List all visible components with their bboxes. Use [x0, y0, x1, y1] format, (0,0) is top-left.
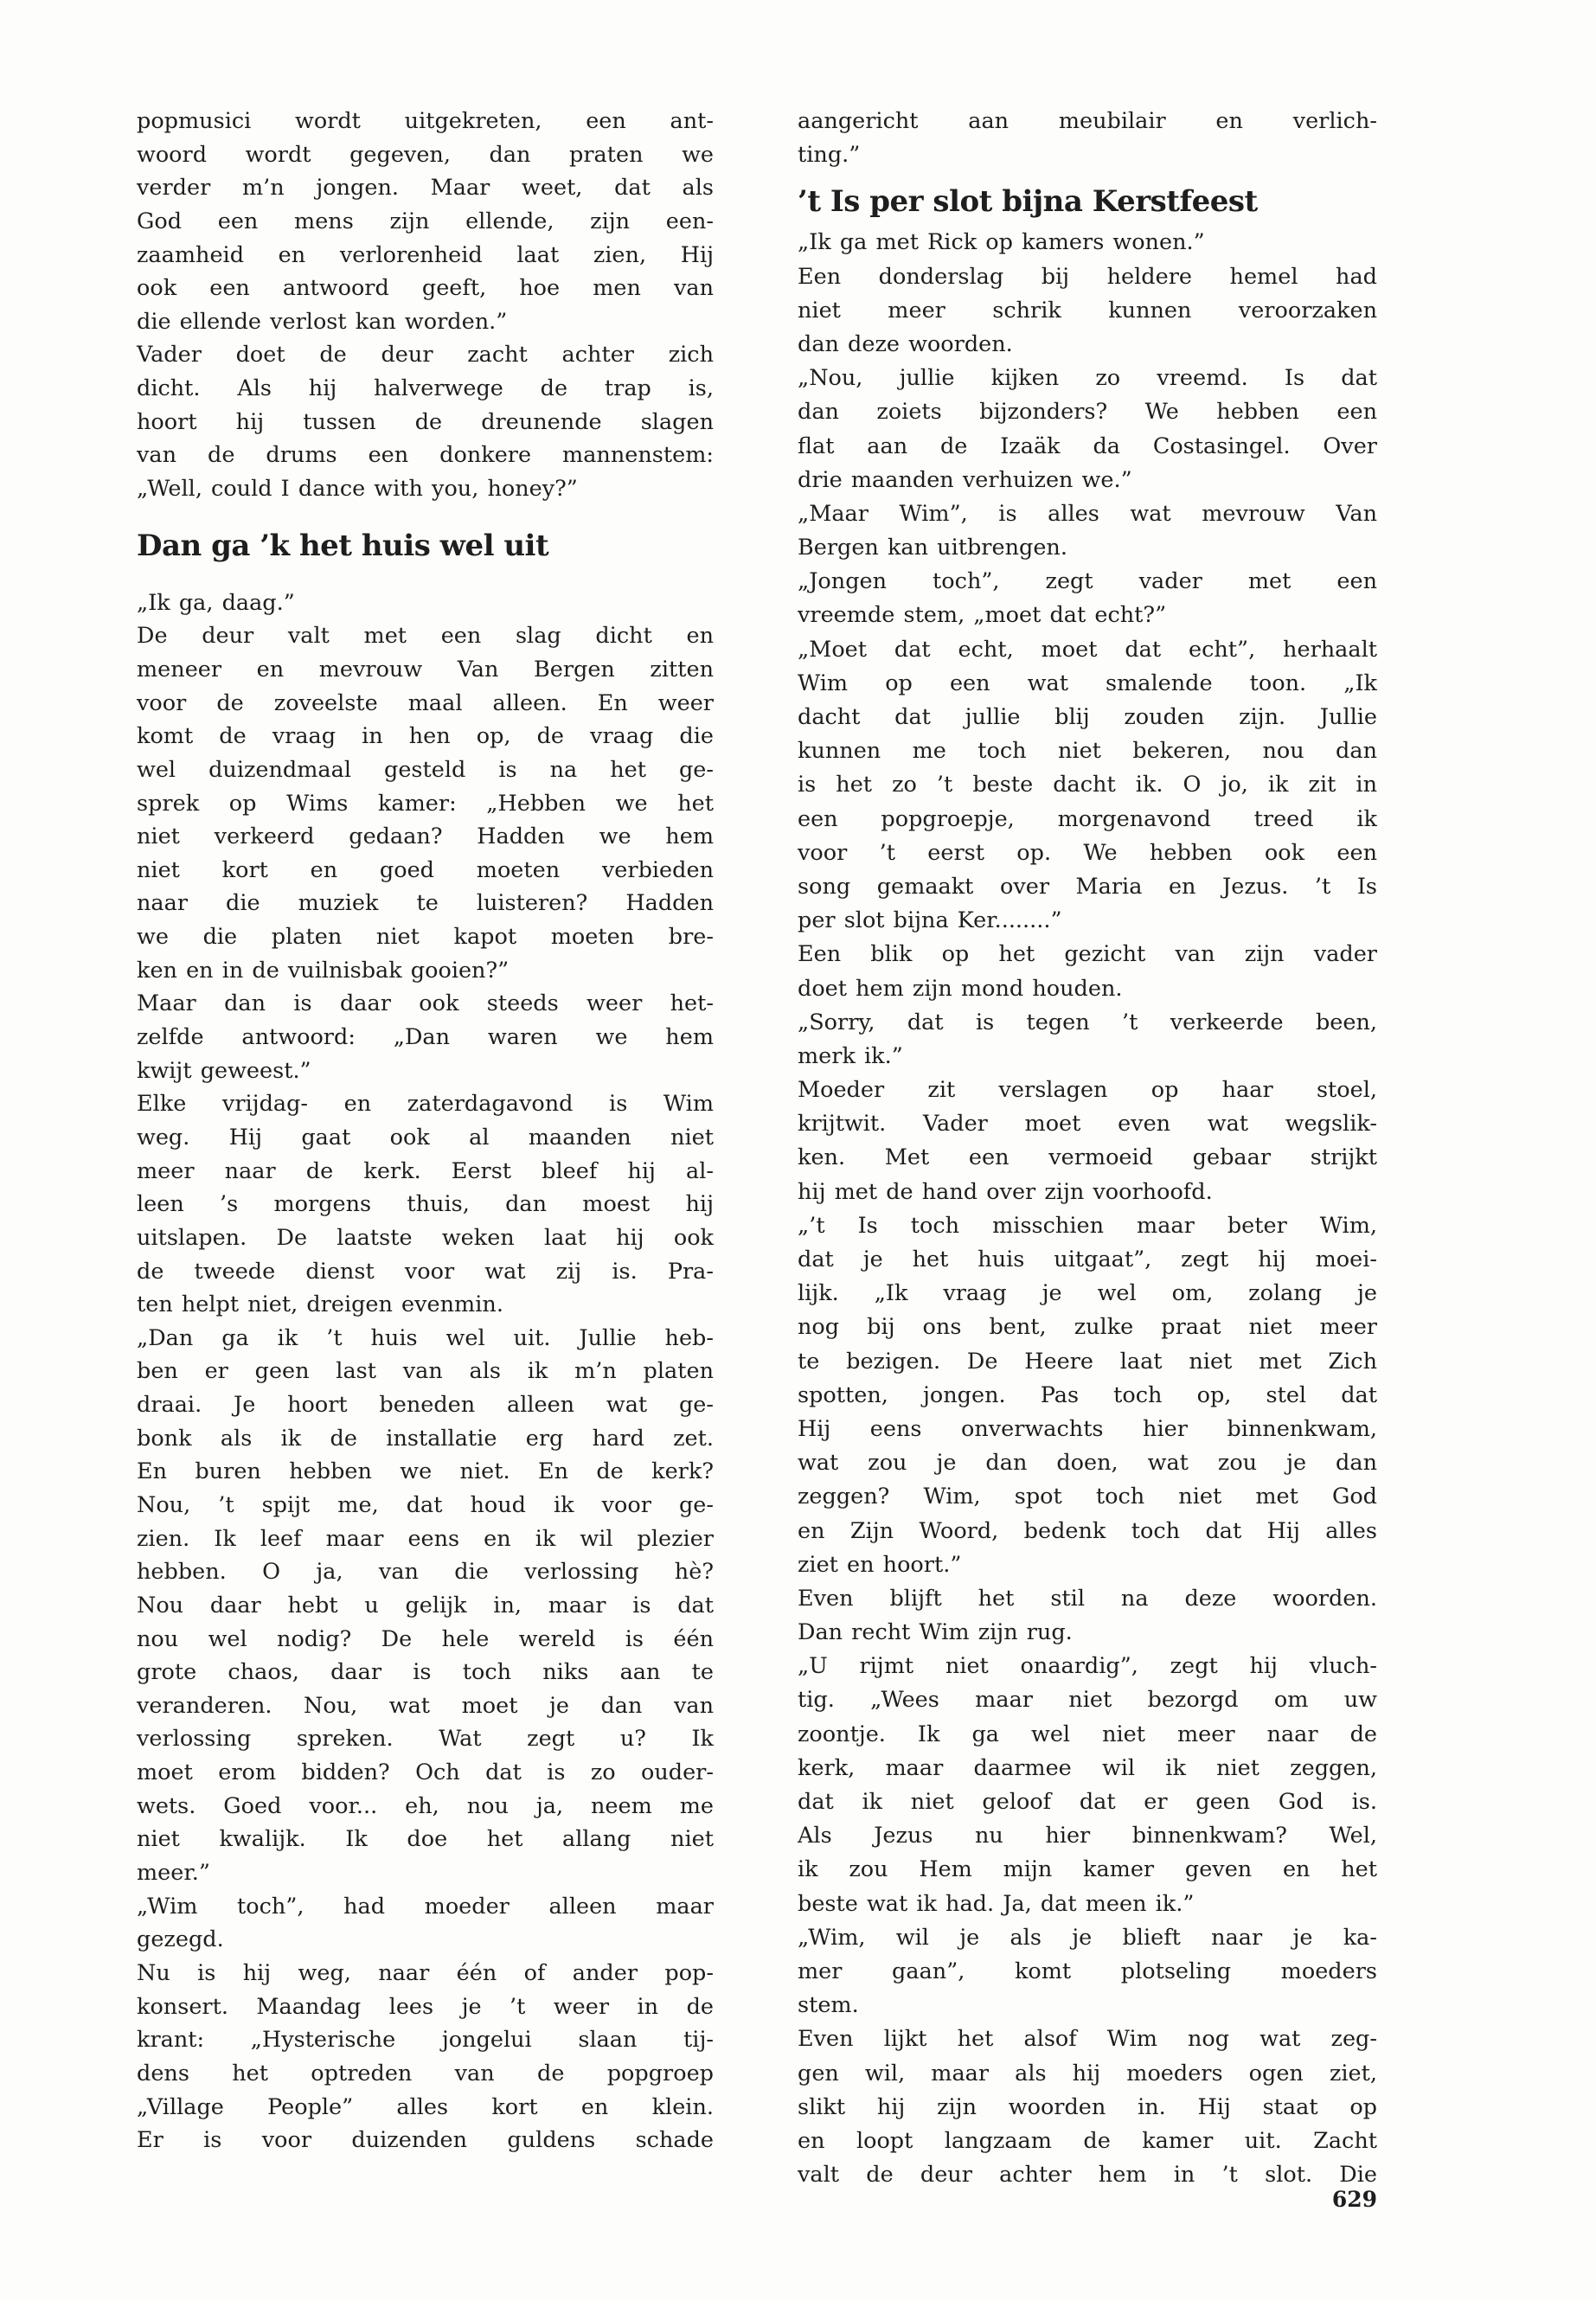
- paragraph: [798, 260, 1377, 362]
- text-line: komt de vraag in hen op, de vraag die: [137, 723, 714, 750]
- text-line: nou wel nodig? De hele wereld is één: [137, 1625, 714, 1652]
- text-line: kwijt geweest.”: [137, 1057, 311, 1084]
- text-line: konsert. Maandag lees je ’t weer in de: [137, 1993, 714, 2020]
- text-line: kunnen me toch niet bekeren, nou dan: [798, 738, 1377, 765]
- text-line: en Zijn Woord, bedenk toch dat Hij alles: [798, 1517, 1377, 1544]
- text-line: bonk als ik de installatie erg hard zet.: [137, 1425, 714, 1452]
- paragraph: [798, 1921, 1377, 2023]
- text-line: „’t Is toch misschien maar beter Wim,: [798, 1212, 1377, 1239]
- paragraph: [798, 2022, 1377, 2192]
- text-column-left: [137, 105, 714, 2157]
- text-line: drie maanden verhuizen we.”: [798, 466, 1132, 493]
- text-line: gezegd.: [137, 1926, 224, 1953]
- paragraph: [798, 938, 1377, 1005]
- text-line: meer naar de kerk. Eerst bleef hij al-: [137, 1157, 714, 1184]
- text-line: wets. Goed voor... eh, nou ja, neem me: [137, 1792, 714, 1819]
- text-line: slikt hij zijn woorden in. Hij staat op: [798, 2093, 1377, 2120]
- text-line: lijk. „Ik vraag je wel om, zolang je: [798, 1280, 1377, 1307]
- text-line: „Maar Wim”, is alles wat mevrouw Van: [798, 500, 1377, 527]
- paragraph: [137, 338, 714, 505]
- text-line: meneer en mevrouw Van Bergen zitten: [137, 656, 714, 683]
- text-line: Vader doet de deur zacht achter zich: [137, 342, 714, 369]
- text-line: Even blijft het stil na deze woorden.: [798, 1585, 1377, 1612]
- text-line: veranderen. Nou, wat moet je dan van: [137, 1692, 714, 1719]
- text-line: zoontje. Ik ga wel niet meer naar de: [798, 1721, 1377, 1747]
- paragraph: [798, 226, 1377, 260]
- text-line: doet hem zijn mond houden.: [798, 975, 1123, 1002]
- text-line: Bergen kan uitbrengen.: [798, 535, 1067, 561]
- text-line: Nou daar hebt u gelijk in, maar is dat: [137, 1592, 714, 1618]
- text-line: zien. Ik leef maar eens en ik wil plezier: [137, 1525, 714, 1552]
- text-line: Maar dan is daar ook steeds weer het-: [137, 990, 714, 1017]
- text-column-right: [798, 105, 1377, 2192]
- text-line: naar die muziek te luisteren? Hadden: [137, 890, 714, 917]
- text-line: meer.”: [137, 1860, 210, 1887]
- text-line: per slot bijna Ker........”: [798, 907, 1062, 934]
- text-line: stem.: [798, 1992, 859, 2019]
- text-line: Moeder zit verslagen op haar stoel,: [798, 1077, 1377, 1104]
- section-heading: Dan ga ’k het huis wel uit: [137, 528, 549, 563]
- text-line: „Wim, wil je als je blieft naar je ka-: [798, 1924, 1377, 1951]
- paragraph: [798, 1650, 1377, 1921]
- text-line: een popgroepje, morgenavond treed ik: [798, 805, 1377, 832]
- paragraph: [137, 1890, 714, 1957]
- text-line: ting.”: [798, 142, 861, 169]
- text-line: Hij eens onverwachts hier binnenkwam,: [798, 1415, 1377, 1442]
- text-line: te bezigen. De Heere laat niet met Zich: [798, 1348, 1377, 1375]
- text-line: grote chaos, daar is toch niks aan te: [137, 1659, 714, 1686]
- paragraph: [798, 105, 1377, 172]
- paragraph: [137, 619, 714, 987]
- text-line: hoort hij tussen de dreunende slagen: [137, 408, 714, 435]
- paragraph: [137, 1957, 714, 2157]
- text-line: krijtwit. Vader moet even wat wegslik-: [798, 1111, 1377, 1138]
- text-line: die ellende verlost kan worden.”: [137, 308, 508, 335]
- text-line: dicht. Als hij halverwege de trap is,: [137, 375, 714, 402]
- text-line: de tweede dienst voor wat zij is. Pra-: [137, 1258, 714, 1285]
- text-line: vreemde stem, „moet dat echt?”: [798, 602, 1167, 629]
- text-line: „Sorry, dat is tegen ’t verkeerde been,: [798, 1009, 1377, 1035]
- text-line: God een mens zijn ellende, zijn een-: [137, 208, 714, 234]
- paragraph: [137, 987, 714, 1087]
- text-line: Als Jezus nu hier binnenkwam? Wel,: [798, 1823, 1377, 1849]
- text-line: „Dan ga ik ’t huis wel uit. Jullie heb-: [137, 1324, 714, 1351]
- text-line: song gemaakt over Maria en Jezus. ’t Is: [798, 873, 1377, 900]
- text-line: Even lijkt het alsof Wim nog wat zeg-: [798, 2026, 1377, 2053]
- text-line: „Well, could I dance with you, honey?”: [137, 476, 578, 503]
- paragraph: [798, 565, 1377, 632]
- text-line: leen ’s morgens thuis, dan moest hij: [137, 1191, 714, 1218]
- text-line: „U rijmt niet onaardig”, zegt hij vluch-: [798, 1653, 1377, 1680]
- text-line: niet verkeerd gedaan? Hadden we hem: [137, 824, 714, 850]
- text-line: we die platen niet kapot moeten bre-: [137, 924, 714, 951]
- text-line: weg. Hij gaat ook al maanden niet: [137, 1124, 714, 1150]
- text-line: dat je het huis uitgaat”, zegt hij moei-: [798, 1247, 1377, 1272]
- text-line: „Wim toch”, had moeder alleen maar: [137, 1893, 714, 1920]
- paragraph: [798, 497, 1377, 565]
- text-line: merk ik.”: [798, 1042, 903, 1069]
- text-line: tig. „Wees maar niet bezorgd om uw: [798, 1687, 1377, 1714]
- text-line: Wim op een wat smalende toon. „Ik: [798, 670, 1377, 696]
- text-line: popmusici wordt uitgekreten, een ant-: [137, 108, 714, 134]
- text-line: „Jongen toch”, zegt vader met een: [798, 568, 1377, 595]
- text-line: nog bij ons bent, zulke praat niet meer: [798, 1314, 1377, 1341]
- text-line: aangericht aan meubilair en verlich-: [798, 108, 1377, 134]
- text-line: „Moet dat echt, moet dat echt”, herhaalt: [798, 636, 1377, 663]
- text-line: dan zoiets bijzonders? We hebben een: [798, 399, 1377, 426]
- text-line: De deur valt met een slag dicht en: [137, 623, 714, 650]
- text-line: hebben. O ja, van die verlossing hè?: [137, 1559, 714, 1586]
- text-line: verder m’n jongen. Maar weet, dat als: [137, 175, 714, 202]
- text-line: niet meer schrik kunnen veroorzaken: [798, 297, 1377, 324]
- paragraph: [137, 1322, 714, 1890]
- text-line: uitslapen. De laatste weken laat hij ook: [137, 1224, 714, 1251]
- paragraph: [798, 362, 1377, 497]
- text-line: ken. Met een vermoeid gebaar strijkt: [798, 1144, 1377, 1171]
- text-line: „Nou, jullie kijken zo vreemd. Is dat: [798, 365, 1377, 392]
- text-line: beste wat ik had. Ja, dat meen ik.”: [798, 1890, 1195, 1917]
- paragraph: [798, 1582, 1377, 1650]
- text-line: En buren hebben we niet. En de kerk?: [137, 1458, 714, 1485]
- text-line: krant: „Hysterische jongelui slaan tij-: [137, 2027, 714, 2054]
- text-line: ken en in de vuilnisbak gooien?”: [137, 957, 510, 984]
- paragraph: [137, 586, 714, 620]
- text-line: ben er geen last van als ik m’n platen: [137, 1358, 714, 1385]
- text-line: gen wil, maar als hij moeders ogen ziet,: [798, 2060, 1377, 2086]
- text-line: Een donderslag bij heldere hemel had: [798, 263, 1377, 290]
- text-line: moet erom bidden? Och dat is zo ouder-: [137, 1759, 714, 1786]
- text-line: zaamheid en verlorenheid laat zien, Hij: [137, 241, 714, 268]
- text-line: voor de zoveelste maal alleen. En weer: [137, 689, 714, 716]
- text-line: sprek op Wims kamer: „Hebben we het: [137, 790, 714, 817]
- text-line: wel duizendmaal gesteld is na het ge-: [137, 756, 714, 783]
- text-line: ook een antwoord geeft, hoe men van: [137, 275, 714, 302]
- text-line: niet kwalijk. Ik doe het allang niet: [137, 1826, 714, 1853]
- page-number: 629: [1331, 2187, 1377, 2212]
- text-line: Nou, ’t spijt me, dat houd ik voor ge-: [137, 1491, 714, 1518]
- text-line: „Ik ga, daag.”: [137, 589, 295, 616]
- text-line: zeggen? Wim, spot toch niet met God: [798, 1484, 1377, 1510]
- text-line: ik zou Hem mijn kamer geven en het: [798, 1856, 1377, 1883]
- paragraph: [137, 1087, 714, 1321]
- text-line: dan deze woorden.: [798, 330, 1013, 357]
- paragraph: [798, 633, 1377, 939]
- text-line: Elke vrijdag- en zaterdagavond is Wim: [137, 1091, 714, 1118]
- text-line: draai. Je hoort beneden alleen wat ge-: [137, 1392, 714, 1419]
- text-line: ziet en hoort.”: [798, 1551, 962, 1578]
- text-line: valt de deur achter hem in ’t slot. Die: [798, 2162, 1377, 2189]
- text-line: mer gaan”, komt plotseling moeders: [798, 1958, 1377, 1984]
- text-line: hij met de hand over zijn voorhoofd.: [798, 1178, 1213, 1205]
- text-line: dat ik niet geloof dat er geen God is.: [798, 1789, 1377, 1815]
- text-line: is het zo ’t beste dacht ik. O jo, ik zit in: [798, 772, 1377, 798]
- text-line: zelfde antwoord: „Dan waren we hem: [137, 1024, 714, 1051]
- text-line: flat aan de Izaäk da Costasingel. Over: [798, 433, 1377, 459]
- paragraph: [798, 1006, 1377, 1074]
- paragraph: [798, 1074, 1377, 1209]
- text-line: ten helpt niet, dreigen evenmin.: [137, 1292, 503, 1318]
- section-heading: ’t Is per slot bijna Kerstfeest: [798, 184, 1258, 220]
- text-line: verlossing spreken. Wat zegt u? Ik: [137, 1726, 714, 1753]
- text-line: van de drums een donkere mannenstem:: [137, 442, 714, 469]
- text-line: spotten, jongen. Pas toch op, stel dat: [798, 1381, 1377, 1408]
- text-line: Dan recht Wim zijn rug.: [798, 1619, 1073, 1646]
- text-line: Een blik op het gezicht van zijn vader: [798, 941, 1377, 968]
- paragraph: [137, 105, 714, 338]
- text-line: „Ik ga met Rick op kamers wonen.”: [798, 229, 1205, 256]
- text-line: woord wordt gegeven, dan praten we: [137, 141, 714, 168]
- text-line: dens het optreden van de popgroep: [137, 2060, 714, 2086]
- text-line: voor ’t eerst op. We hebben ook een: [798, 839, 1377, 866]
- text-line: dacht dat jullie blij zouden zijn. Jullie: [798, 704, 1377, 730]
- text-line: en loopt langzaam de kamer uit. Zacht: [798, 2127, 1377, 2154]
- text-line: kerk, maar daarmee wil ik niet zeggen,: [798, 1754, 1377, 1781]
- paragraph: [798, 1209, 1377, 1582]
- text-line: wat zou je dan doen, wat zou je dan: [798, 1450, 1377, 1477]
- text-line: Nu is hij weg, naar één of ander pop-: [137, 1959, 714, 1986]
- text-line: niet kort en goed moeten verbieden: [137, 856, 714, 883]
- text-line: Er is voor duizenden guldens schade: [137, 2127, 714, 2154]
- text-line: „Village People” alles kort en klein.: [137, 2093, 714, 2120]
